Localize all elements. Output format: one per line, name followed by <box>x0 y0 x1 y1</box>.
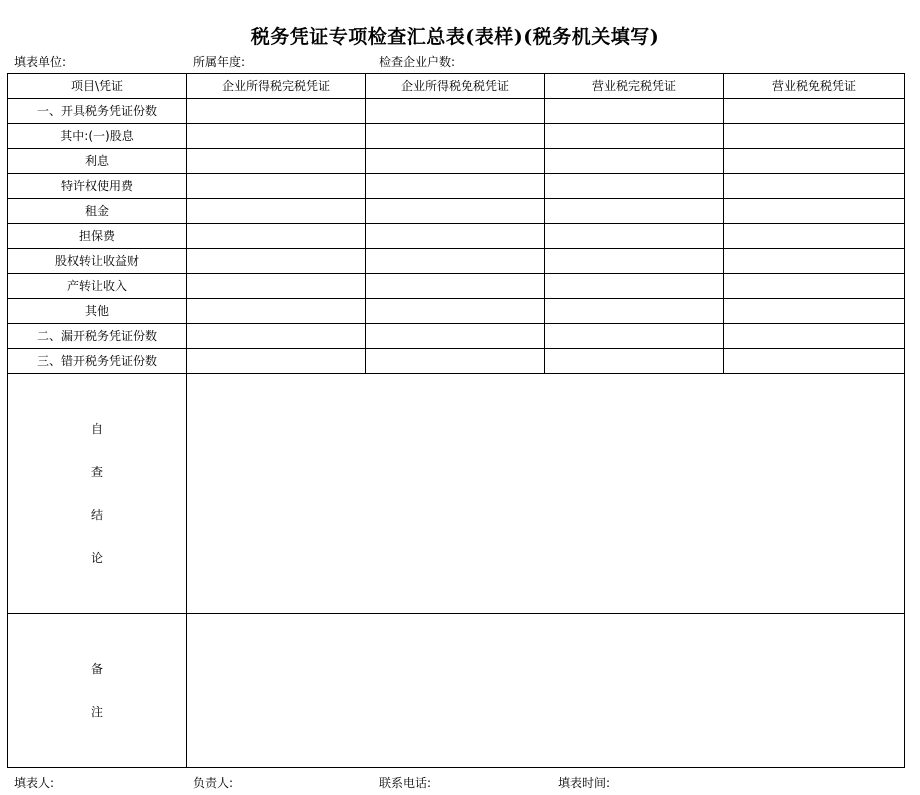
header-cell-cit-paid: 企业所得税完税凭证 <box>187 74 366 99</box>
row-label: 其中:(一)股息 <box>8 124 187 149</box>
table-row <box>8 324 905 349</box>
input-cell[interactable] <box>724 174 905 199</box>
row-label: 特许权使用费 <box>8 174 187 199</box>
input-cell[interactable] <box>545 324 724 349</box>
input-cell[interactable] <box>545 274 724 299</box>
input-cell[interactable] <box>366 174 545 199</box>
conclusion-char: 论 <box>90 550 103 565</box>
input-cell[interactable] <box>187 174 366 199</box>
input-cell[interactable] <box>724 124 905 149</box>
input-cell[interactable] <box>366 249 545 274</box>
row-label: 产转让收入 <box>8 274 187 299</box>
remarks-input-area[interactable] <box>187 614 905 768</box>
input-cell[interactable] <box>187 99 366 124</box>
date-label: 填表时间: <box>558 776 611 790</box>
filling-unit-label: 填表单位: <box>14 55 67 69</box>
phone-label: 联系电话: <box>379 776 432 790</box>
remarks-row <box>8 614 905 768</box>
table-row <box>8 249 905 274</box>
input-cell[interactable] <box>724 224 905 249</box>
input-cell[interactable] <box>545 124 724 149</box>
conclusion-char: 自 <box>90 421 103 436</box>
input-cell[interactable] <box>187 199 366 224</box>
row-label: 担保费 <box>8 224 187 249</box>
fiscal-year-label: 所属年度: <box>193 55 246 69</box>
input-cell[interactable] <box>724 149 905 174</box>
input-cell[interactable] <box>724 199 905 224</box>
input-cell[interactable] <box>187 274 366 299</box>
row-label: 租金 <box>8 199 187 224</box>
input-cell[interactable] <box>724 349 905 374</box>
input-cell[interactable] <box>724 324 905 349</box>
table-row <box>8 349 905 374</box>
input-cell[interactable] <box>366 124 545 149</box>
input-cell[interactable] <box>724 299 905 324</box>
row-label: 一、开具税务凭证份数 <box>8 99 187 124</box>
conclusion-char: 查 <box>90 464 103 479</box>
input-cell[interactable] <box>187 324 366 349</box>
row-label: 二、漏开税务凭证份数 <box>8 324 187 349</box>
form-title: 税务凭证专项检查汇总表(表样)(税务机关填写) <box>250 26 660 48</box>
input-cell[interactable] <box>545 299 724 324</box>
table-row <box>8 124 905 149</box>
row-label: 股权转让收益财 <box>8 249 187 274</box>
input-cell[interactable] <box>545 99 724 124</box>
summary-table <box>7 73 905 768</box>
manager-label: 负责人: <box>193 776 234 790</box>
input-cell[interactable] <box>187 149 366 174</box>
input-cell[interactable] <box>366 324 545 349</box>
conclusion-char: 结 <box>90 507 103 522</box>
remarks-label <box>8 614 187 768</box>
input-cell[interactable] <box>366 99 545 124</box>
row-label: 三、错开税务凭证份数 <box>8 349 187 374</box>
input-cell[interactable] <box>366 349 545 374</box>
input-cell[interactable] <box>545 249 724 274</box>
input-cell[interactable] <box>724 249 905 274</box>
conclusion-input-area[interactable] <box>187 374 905 614</box>
input-cell[interactable] <box>545 199 724 224</box>
input-cell[interactable] <box>187 249 366 274</box>
header-cell-item: 项目\凭证 <box>8 74 187 99</box>
remarks-char: 备 <box>90 661 103 676</box>
table-row <box>8 174 905 199</box>
header-cell-bt-exempt: 营业税免税凭证 <box>724 74 905 99</box>
table-row <box>8 299 905 324</box>
header-cell-cit-exempt: 企业所得税免税凭证 <box>366 74 545 99</box>
input-cell[interactable] <box>187 224 366 249</box>
table-header-row <box>8 74 905 99</box>
input-cell[interactable] <box>724 99 905 124</box>
enterprise-count-label: 检查企业户数: <box>379 55 456 69</box>
input-cell[interactable] <box>545 224 724 249</box>
input-cell[interactable] <box>187 299 366 324</box>
table-row <box>8 99 905 124</box>
conclusion-label <box>8 374 187 614</box>
input-cell[interactable] <box>545 174 724 199</box>
row-label: 其他 <box>8 299 187 324</box>
table-row <box>8 224 905 249</box>
table-row <box>8 149 905 174</box>
input-cell[interactable] <box>187 124 366 149</box>
table-row <box>8 199 905 224</box>
row-label: 利息 <box>8 149 187 174</box>
input-cell[interactable] <box>366 299 545 324</box>
table-row <box>8 274 905 299</box>
input-cell[interactable] <box>366 199 545 224</box>
input-cell[interactable] <box>366 274 545 299</box>
conclusion-row <box>8 374 905 614</box>
input-cell[interactable] <box>545 349 724 374</box>
input-cell[interactable] <box>366 149 545 174</box>
input-cell[interactable] <box>545 149 724 174</box>
remarks-char: 注 <box>90 704 103 719</box>
input-cell[interactable] <box>366 224 545 249</box>
filler-label: 填表人: <box>14 776 55 790</box>
input-cell[interactable] <box>724 274 905 299</box>
header-cell-bt-paid: 营业税完税凭证 <box>545 74 724 99</box>
input-cell[interactable] <box>187 349 366 374</box>
